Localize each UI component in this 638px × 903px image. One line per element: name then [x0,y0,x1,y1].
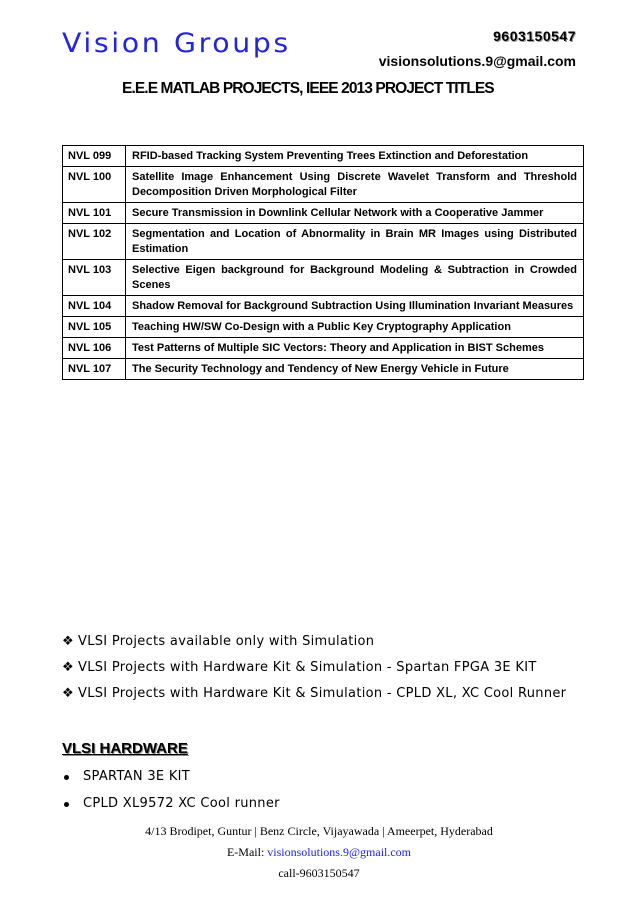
project-title: Segmentation and Location of Abnormality in Brain MR Images using Distributed Estimation [126,224,584,260]
project-title: Teaching HW/SW Co-Design with a Public Key Cryptography Application [126,317,584,338]
list-item [62,658,576,677]
header-email: visionsolutions.9@gmail.com [378,53,576,69]
project-title: Shadow Removal for Background Subtraction Using Illumination Invariant Measures [126,296,584,317]
vlsi-option-text: VLSI Projects with Hardware Kit & Simulation - Spartan FPGA 3E KIT [78,660,537,675]
table-row [63,338,584,359]
project-code: NVL 099 [63,146,126,167]
footer-call: call-9603150547 [278,866,360,880]
footer-address: 4/13 Brodipet, Guntur | Benz Circle, Vijayawada | Ameerpet, Hyderabad [145,824,493,838]
project-title: RFID-based Tracking System Preventing Trees Extinction and Deforestation [126,146,584,167]
header-phone: 9603150547 [493,28,576,44]
vlsi-option-text: VLSI Projects with Hardware Kit & Simulation - CPLD XL, XC Cool Runner [78,686,567,701]
list-item [62,684,576,703]
hardware-item-text: CPLD XL9572 XC Cool runner [83,796,280,811]
table-row [63,260,584,296]
table-row [63,359,584,380]
list-item [62,632,576,651]
table-row [63,296,584,317]
project-code: NVL 104 [63,296,126,317]
project-code: NVL 102 [63,224,126,260]
diamond-bullet-icon: ❖ [62,686,74,701]
vlsi-option-text: VLSI Projects available only with Simulation [78,634,375,649]
table-row [63,146,584,167]
round-bullet-icon [64,775,69,780]
project-code: NVL 101 [63,203,126,224]
project-table [62,145,584,380]
footer-email-line [0,842,638,863]
hardware-heading: VLSI HARDWARE [62,740,188,757]
round-bullet-icon [64,802,69,807]
project-title: Secure Transmission in Downlink Cellular Network with a Cooperative Jammer [126,203,584,224]
page-footer [0,821,638,884]
project-code: NVL 105 [63,317,126,338]
project-code: NVL 106 [63,338,126,359]
table-row [63,317,584,338]
hardware-list [62,768,280,822]
project-code: NVL 103 [63,260,126,296]
project-code: NVL 107 [63,359,126,380]
list-item [62,795,280,813]
vlsi-options-list [62,632,576,710]
footer-email-label: E-Mail: [226,845,268,859]
diamond-bullet-icon: ❖ [62,634,74,649]
brand-logo-text: Vision Groups [62,28,291,59]
hardware-item-text: SPARTAN 3E KIT [83,769,191,784]
table-row [63,167,584,203]
diamond-bullet-icon: ❖ [62,660,74,675]
project-title: Test Patterns of Multiple SIC Vectors: Theory and Application in BIST Schemes [126,338,584,359]
project-title: Selective Eigen background for Background Modeling & Subtraction in Crowded Scenes [126,260,584,296]
table-row [63,203,584,224]
footer-email-link[interactable]: visionsolutions.9@gmail.com [267,845,412,859]
project-title: The Security Technology and Tendency of New Energy Vehicle in Future [126,359,584,380]
project-code: NVL 100 [63,167,126,203]
project-title: Satellite Image Enhancement Using Discrete Wavelet Transform and Threshold Decomposition Driven Morphological Filter [126,167,584,203]
page-title: E.E.E MATLAB PROJECTS, IEEE 2013 PROJECT TITLES [122,80,494,97]
list-item [62,768,280,786]
table-row [63,224,584,260]
